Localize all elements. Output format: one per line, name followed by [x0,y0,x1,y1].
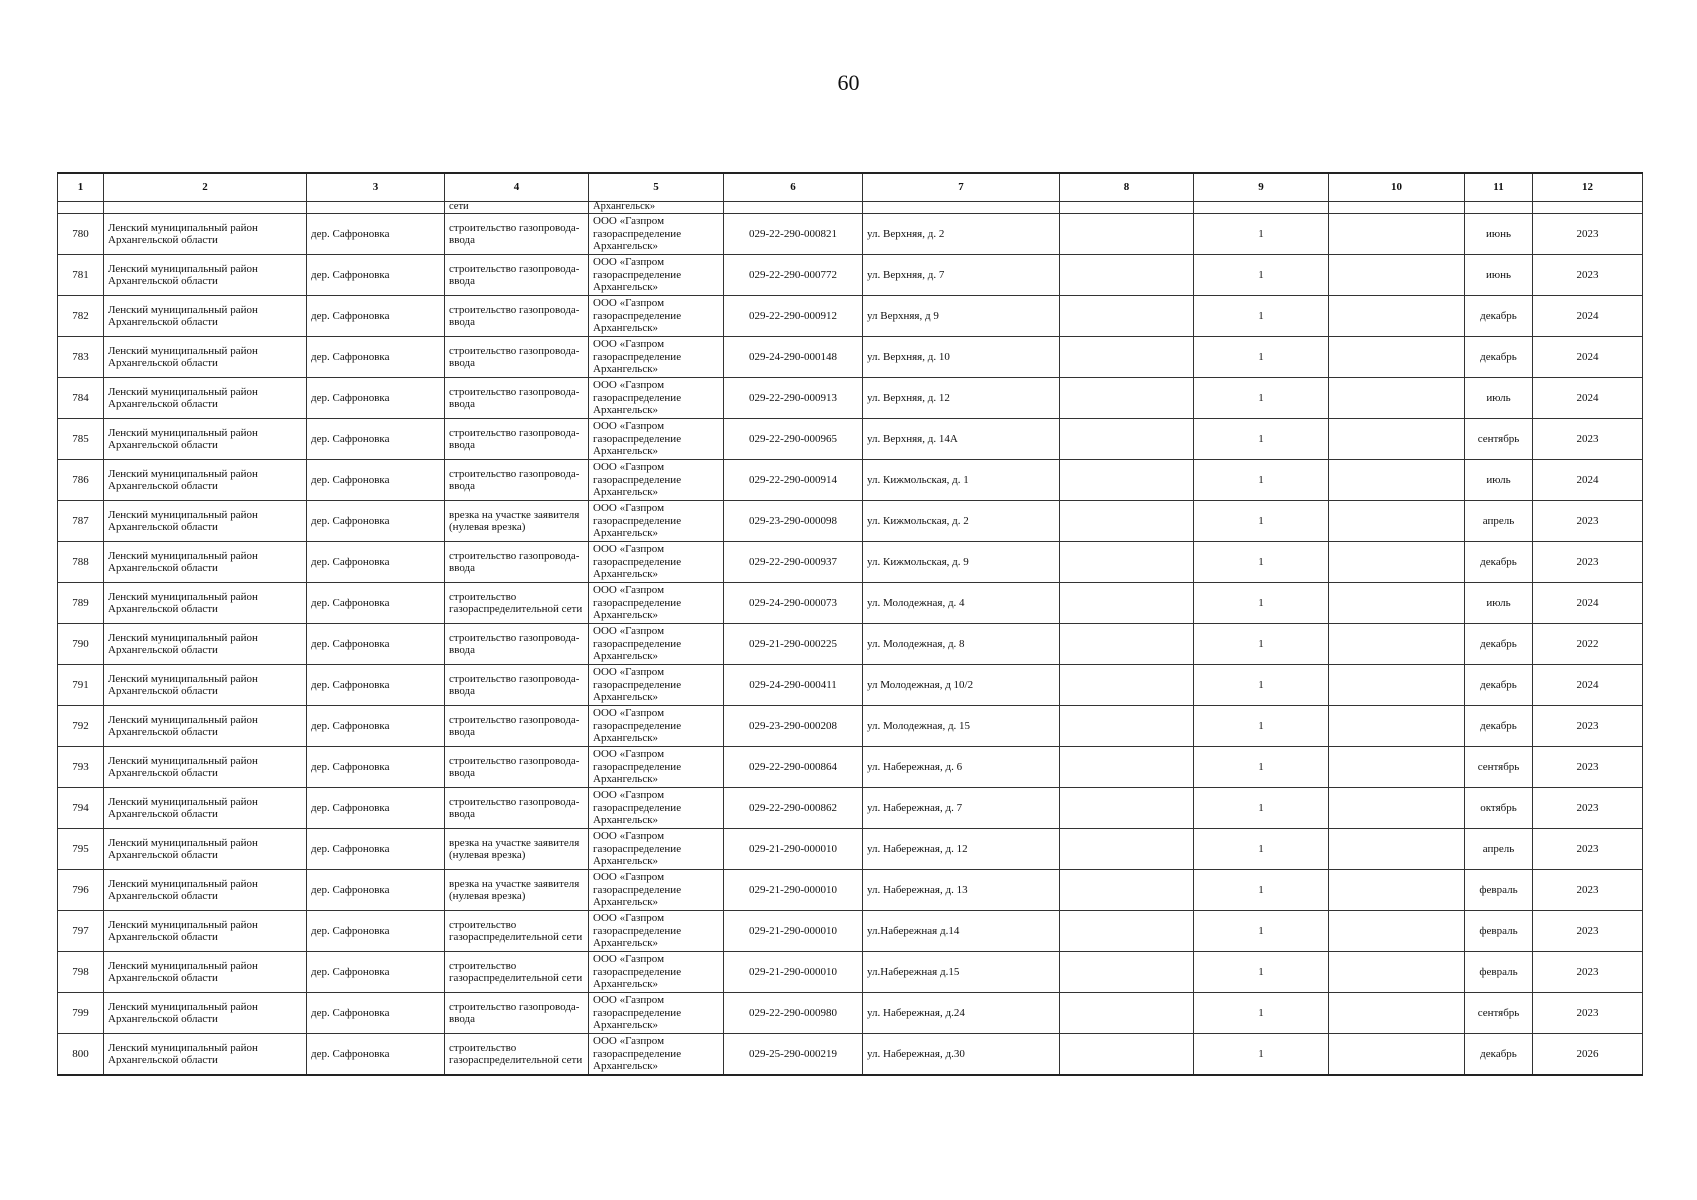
cell-address: ул. Кижмольская, д. 9 [863,542,1060,583]
cell-year: 2026 [1533,1034,1643,1076]
cell-year: 2023 [1533,542,1643,583]
cell-work: строительство газораспределительной сети [445,952,589,993]
cell-address: ул. Кижмольская, д. 1 [863,460,1060,501]
cell-year: 2023 [1533,870,1643,911]
cell-place: дер. Сафроновка [307,378,445,419]
cell-number: 796 [58,870,104,911]
cell-place: дер. Сафроновка [307,788,445,829]
cell-work: строительство газопровода-ввода [445,747,589,788]
cell-col10 [1329,624,1465,665]
cell-col10 [1329,378,1465,419]
cell-quantity: 1 [1194,870,1329,911]
cell-col10 [1329,542,1465,583]
cell-org: Архангельск» [589,202,724,214]
cell-place: дер. Сафроновка [307,501,445,542]
table-row [58,911,1643,952]
data-table [57,172,1643,1076]
cell-work: строительство газопровода-ввода [445,214,589,255]
cell-org: ООО «Газпром газораспределение Архангельск» [589,378,724,419]
page-number: 60 [837,70,860,95]
cell-region: Ленский муниципальный район Архангельской области [104,583,307,624]
cell-year: 2023 [1533,747,1643,788]
cell-col8 [1060,706,1194,747]
cell-region: Ленский муниципальный район Архангельской области [104,255,307,296]
cell-org: ООО «Газпром газораспределение Архангельск» [589,747,724,788]
cell-place: дер. Сафроновка [307,419,445,460]
cell-quantity: 1 [1194,583,1329,624]
table-row [58,296,1643,337]
table-row [58,952,1643,993]
column-header: 5 [589,173,724,202]
cell-org: ООО «Газпром газораспределение Архангельск» [589,296,724,337]
cell-quantity: 1 [1194,788,1329,829]
cell-org: ООО «Газпром газораспределение Архангельск» [589,993,724,1034]
cell-col8 [1060,870,1194,911]
cell-number: 800 [58,1034,104,1076]
cell-work: строительство газопровода-ввода [445,706,589,747]
cell-col10 [1329,1034,1465,1076]
cell-year: 2024 [1533,460,1643,501]
cell-code: 029-24-290-000073 [724,583,863,624]
cell-work: строительство газопровода-ввода [445,542,589,583]
cell-region: Ленский муниципальный район Архангельской области [104,911,307,952]
cell-work: строительство газопровода-ввода [445,378,589,419]
cell-address: ул. Набережная, д.30 [863,1034,1060,1076]
cell-col8 [1060,419,1194,460]
cell-work: строительство газораспределительной сети [445,1034,589,1076]
cell-col10 [1329,337,1465,378]
cell-quantity: 1 [1194,501,1329,542]
cell-col8 [1060,952,1194,993]
column-header: 6 [724,173,863,202]
table-row [58,706,1643,747]
table-row [58,542,1643,583]
cell-org: ООО «Газпром газораспределение Архангельск» [589,337,724,378]
cell-address: ул.Набережная д.15 [863,952,1060,993]
cell-place: дер. Сафроновка [307,296,445,337]
cell-col10 [1329,419,1465,460]
cell-month: декабрь [1465,337,1533,378]
cell-month: декабрь [1465,665,1533,706]
table-row [58,583,1643,624]
cell-year: 2023 [1533,993,1643,1034]
cell-region: Ленский муниципальный район Архангельской области [104,542,307,583]
cell-number: 798 [58,952,104,993]
table-row [58,665,1643,706]
cell-region: Ленский муниципальный район Архангельской области [104,788,307,829]
cell-year: 2023 [1533,952,1643,993]
cell-month: сентябрь [1465,993,1533,1034]
cell-col10 [1329,501,1465,542]
cell-quantity: 1 [1194,993,1329,1034]
cell-code: 029-23-290-000208 [724,706,863,747]
cell-work: врезка на участке заявителя (нулевая врезка) [445,501,589,542]
cell-work: строительство газопровода-ввода [445,419,589,460]
cell-org: ООО «Газпром газораспределение Архангельск» [589,501,724,542]
cell-month: декабрь [1465,296,1533,337]
cell-region: Ленский муниципальный район Архангельской области [104,337,307,378]
cell-year: 2023 [1533,419,1643,460]
table-row [58,460,1643,501]
cell-region: Ленский муниципальный район Архангельской области [104,706,307,747]
cell-col10 [1329,296,1465,337]
table-row [58,378,1643,419]
cell-region: Ленский муниципальный район Архангельской области [104,747,307,788]
cell-number: 783 [58,337,104,378]
cell-col8 [1060,501,1194,542]
cell-month: февраль [1465,911,1533,952]
cell-region: Ленский муниципальный район Архангельской области [104,993,307,1034]
column-header: 4 [445,173,589,202]
cell-quantity: 1 [1194,542,1329,583]
cell-org: ООО «Газпром газораспределение Архангельск» [589,419,724,460]
cell-org: ООО «Газпром газораспределение Архангельск» [589,214,724,255]
cell-place: дер. Сафроновка [307,214,445,255]
column-header: 3 [307,173,445,202]
cell-col8 [1060,583,1194,624]
cell-year: 2023 [1533,706,1643,747]
cell-region: Ленский муниципальный район Архангельской области [104,296,307,337]
cell-year: 2024 [1533,337,1643,378]
table-row [58,747,1643,788]
cell-address: ул. Верхняя, д. 12 [863,378,1060,419]
cell-quantity: 1 [1194,296,1329,337]
cell-col10 [1329,665,1465,706]
cell-number: 782 [58,296,104,337]
cell-col10 [1329,255,1465,296]
cell-region: Ленский муниципальный район Архангельской области [104,419,307,460]
cell-org: ООО «Газпром газораспределение Архангельск» [589,665,724,706]
table-row [58,788,1643,829]
cell-year: 2023 [1533,788,1643,829]
cell-code: 029-22-290-000980 [724,993,863,1034]
cell-quantity: 1 [1194,337,1329,378]
continuation-row [58,202,1643,214]
cell-work: сети [445,202,589,214]
cell-address: ул. Молодежная, д. 15 [863,706,1060,747]
cell-year: 2022 [1533,624,1643,665]
cell-col8 [1060,829,1194,870]
cell-org: ООО «Газпром газораспределение Архангельск» [589,460,724,501]
cell-work: строительство газопровода-ввода [445,624,589,665]
cell-place: дер. Сафроновка [307,993,445,1034]
table-row [58,501,1643,542]
cell-region: Ленский муниципальный район Архангельской области [104,624,307,665]
cell-work: строительство газораспределительной сети [445,583,589,624]
cell-col10 [1329,993,1465,1034]
cell-place: дер. Сафроновка [307,624,445,665]
cell-number: 794 [58,788,104,829]
cell-address: ул. Верхняя, д. 10 [863,337,1060,378]
cell-col10 [1329,214,1465,255]
column-header: 7 [863,173,1060,202]
cell-quantity: 1 [1194,214,1329,255]
cell-col10 [1329,583,1465,624]
cell-number: 786 [58,460,104,501]
cell-col10 [1329,829,1465,870]
cell-address: ул. Набережная, д. 12 [863,829,1060,870]
cell-work: строительство газопровода-ввода [445,788,589,829]
cell-number: 791 [58,665,104,706]
cell-month: июль [1465,460,1533,501]
cell-place: дер. Сафроновка [307,870,445,911]
cell-code: 029-22-290-000914 [724,460,863,501]
cell-code: 029-22-290-000862 [724,788,863,829]
cell-code: 029-21-290-000010 [724,952,863,993]
cell-col8 [1060,255,1194,296]
cell-quantity: 1 [1194,952,1329,993]
cell-quantity: 1 [1194,911,1329,952]
cell-col8 [1060,378,1194,419]
cell-month: сентябрь [1465,419,1533,460]
cell-org: ООО «Газпром газораспределение Архангельск» [589,911,724,952]
cell-col8 [1060,788,1194,829]
table-row [58,624,1643,665]
cell-region: Ленский муниципальный район Архангельской области [104,829,307,870]
cell-region: Ленский муниципальный район Архангельской области [104,870,307,911]
cell-code: 029-22-290-000937 [724,542,863,583]
column-header: 1 [58,173,104,202]
table-row [58,337,1643,378]
cell-year: 2023 [1533,214,1643,255]
table-row [58,214,1643,255]
cell-place: дер. Сафроновка [307,911,445,952]
cell-col8 [1060,337,1194,378]
cell-quantity: 1 [1194,829,1329,870]
table-row [58,419,1643,460]
cell-month: декабрь [1465,706,1533,747]
cell-quantity: 1 [1194,747,1329,788]
cell-month: июнь [1465,255,1533,296]
cell-col10 [1329,460,1465,501]
cell-col8 [1060,747,1194,788]
cell-address: ул. Набережная, д. 13 [863,870,1060,911]
cell-address: ул. Верхняя, д. 7 [863,255,1060,296]
cell-number: 793 [58,747,104,788]
cell-code: 029-25-290-000219 [724,1034,863,1076]
table-row [58,255,1643,296]
cell-month: апрель [1465,501,1533,542]
cell-number: 797 [58,911,104,952]
cell-code: 029-22-290-000821 [724,214,863,255]
cell-col10 [1329,870,1465,911]
cell-year: 2024 [1533,665,1643,706]
cell-region: Ленский муниципальный район Архангельской области [104,501,307,542]
cell-code: 029-24-290-000411 [724,665,863,706]
cell-year: 2024 [1533,378,1643,419]
column-header: 11 [1465,173,1533,202]
cell-org: ООО «Газпром газораспределение Архангельск» [589,583,724,624]
cell-year: 2023 [1533,911,1643,952]
cell-col10 [1329,952,1465,993]
cell-number: 790 [58,624,104,665]
cell-number: 792 [58,706,104,747]
cell-number: 789 [58,583,104,624]
cell-org: ООО «Газпром газораспределение Архангельск» [589,829,724,870]
cell-place: дер. Сафроновка [307,337,445,378]
cell-address: ул.Набережная д.14 [863,911,1060,952]
cell-quantity: 1 [1194,1034,1329,1076]
cell-org: ООО «Газпром газораспределение Архангельск» [589,870,724,911]
cell-col8 [1060,624,1194,665]
cell-quantity: 1 [1194,624,1329,665]
cell-number: 799 [58,993,104,1034]
table-row [58,1034,1643,1076]
cell-place: дер. Сафроновка [307,747,445,788]
cell-work: врезка на участке заявителя (нулевая врезка) [445,829,589,870]
cell-col8 [1060,1034,1194,1076]
cell-address: ул. Набережная, д.24 [863,993,1060,1034]
cell-number: 780 [58,214,104,255]
cell-quantity: 1 [1194,378,1329,419]
cell-number: 787 [58,501,104,542]
cell-month: февраль [1465,952,1533,993]
cell-number: 795 [58,829,104,870]
cell-org: ООО «Газпром газораспределение Архангельск» [589,706,724,747]
table-row [58,993,1643,1034]
header-row [58,173,1643,202]
cell-month: июнь [1465,214,1533,255]
cell-number: 785 [58,419,104,460]
cell-place: дер. Сафроновка [307,1034,445,1076]
cell-code: 029-22-290-000912 [724,296,863,337]
cell-number: 784 [58,378,104,419]
cell-address: ул. Молодежная, д. 4 [863,583,1060,624]
cell-work: строительство газопровода-ввода [445,255,589,296]
cell-col10 [1329,747,1465,788]
cell-code: 029-21-290-000010 [724,911,863,952]
cell-address: ул. Верхняя, д. 2 [863,214,1060,255]
cell-quantity: 1 [1194,255,1329,296]
cell-month: декабрь [1465,542,1533,583]
cell-work: строительство газопровода-ввода [445,460,589,501]
cell-month: октябрь [1465,788,1533,829]
cell-number: 788 [58,542,104,583]
cell-org: ООО «Газпром газораспределение Архангельск» [589,1034,724,1076]
cell-col10 [1329,788,1465,829]
cell-code: 029-24-290-000148 [724,337,863,378]
cell-region: Ленский муниципальный район Архангельской области [104,214,307,255]
cell-quantity: 1 [1194,460,1329,501]
table-row [58,870,1643,911]
cell-region: Ленский муниципальный район Архангельской области [104,665,307,706]
cell-org: ООО «Газпром газораспределение Архангельск» [589,255,724,296]
cell-place: дер. Сафроновка [307,255,445,296]
cell-col10 [1329,706,1465,747]
cell-place: дер. Сафроновка [307,542,445,583]
cell-region: Ленский муниципальный район Архангельской области [104,952,307,993]
cell-year: 2023 [1533,829,1643,870]
column-header: 2 [104,173,307,202]
cell-address: ул Молодежная, д 10/2 [863,665,1060,706]
cell-col8 [1060,296,1194,337]
cell-year: 2023 [1533,255,1643,296]
cell-address: ул. Кижмольская, д. 2 [863,501,1060,542]
column-header: 8 [1060,173,1194,202]
cell-month: апрель [1465,829,1533,870]
cell-org: ООО «Газпром газораспределение Архангельск» [589,952,724,993]
cell-place: дер. Сафроновка [307,460,445,501]
cell-place: дер. Сафроновка [307,829,445,870]
cell-code: 029-22-290-000965 [724,419,863,460]
cell-address: ул Верхняя, д 9 [863,296,1060,337]
cell-month: декабрь [1465,624,1533,665]
cell-code: 029-22-290-000864 [724,747,863,788]
cell-code: 029-23-290-000098 [724,501,863,542]
cell-place: дер. Сафроновка [307,665,445,706]
cell-work: строительство газопровода-ввода [445,296,589,337]
cell-address: ул. Набережная, д. 7 [863,788,1060,829]
cell-code: 029-21-290-000010 [724,870,863,911]
cell-month: сентябрь [1465,747,1533,788]
cell-number: 781 [58,255,104,296]
cell-work: строительство газопровода-ввода [445,993,589,1034]
cell-col10 [1329,911,1465,952]
cell-work: строительство газораспределительной сети [445,911,589,952]
cell-month: июль [1465,378,1533,419]
cell-place: дер. Сафроновка [307,583,445,624]
cell-quantity: 1 [1194,706,1329,747]
cell-place: дер. Сафроновка [307,952,445,993]
cell-org: ООО «Газпром газораспределение Архангельск» [589,542,724,583]
cell-org: ООО «Газпром газораспределение Архангельск» [589,788,724,829]
cell-month: декабрь [1465,1034,1533,1076]
cell-address: ул. Молодежная, д. 8 [863,624,1060,665]
cell-col8 [1060,460,1194,501]
column-header: 9 [1194,173,1329,202]
cell-month: февраль [1465,870,1533,911]
cell-month: июль [1465,583,1533,624]
cell-col8 [1060,911,1194,952]
cell-col8 [1060,993,1194,1034]
cell-work: строительство газопровода-ввода [445,665,589,706]
cell-quantity: 1 [1194,665,1329,706]
cell-address: ул. Верхняя, д. 14А [863,419,1060,460]
cell-col8 [1060,214,1194,255]
column-header: 10 [1329,173,1465,202]
cell-year: 2024 [1533,583,1643,624]
cell-code: 029-22-290-000772 [724,255,863,296]
cell-quantity: 1 [1194,419,1329,460]
table-row [58,829,1643,870]
cell-region: Ленский муниципальный район Архангельской области [104,460,307,501]
cell-work: строительство газопровода-ввода [445,337,589,378]
cell-region: Ленский муниципальный район Архангельской области [104,1034,307,1076]
cell-year: 2024 [1533,296,1643,337]
cell-col8 [1060,542,1194,583]
cell-year: 2023 [1533,501,1643,542]
cell-col8 [1060,665,1194,706]
cell-code: 029-22-290-000913 [724,378,863,419]
cell-code: 029-21-290-000010 [724,829,863,870]
cell-place: дер. Сафроновка [307,706,445,747]
cell-region: Ленский муниципальный район Архангельской области [104,378,307,419]
cell-address: ул. Набережная, д. 6 [863,747,1060,788]
cell-work: врезка на участке заявителя (нулевая врезка) [445,870,589,911]
cell-code: 029-21-290-000225 [724,624,863,665]
column-header: 12 [1533,173,1643,202]
cell-org: ООО «Газпром газораспределение Архангельск» [589,624,724,665]
